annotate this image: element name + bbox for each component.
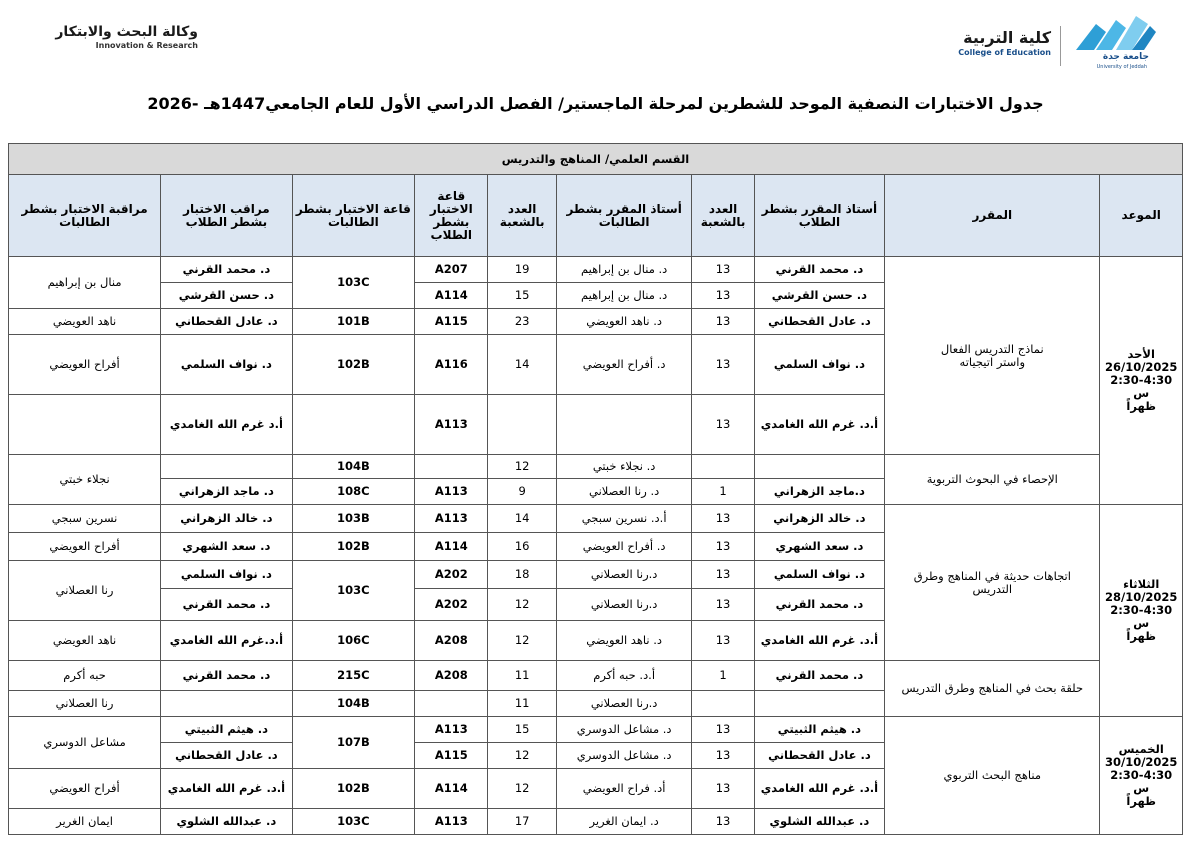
- room-male: A207: [415, 257, 488, 283]
- college-name-ar: كلية التربية: [963, 28, 1051, 47]
- count-male: [692, 455, 754, 479]
- exam-schedule-table: [8, 143, 1183, 835]
- count-female: 11: [488, 691, 556, 717]
- proctor-male: د. ماجد الزهراني: [161, 479, 293, 505]
- proctor-male: د. نواف السلمي: [161, 561, 293, 589]
- prof-male: [754, 455, 885, 479]
- proctor-male: د. عبدالله الشلوي: [161, 809, 293, 835]
- count-male: 13: [692, 621, 754, 661]
- room-female: 103C: [292, 561, 414, 621]
- university-name-en: University of Jeddah: [1096, 64, 1147, 70]
- day-time: 2:30-4:30 س: [1110, 373, 1173, 400]
- prof-female: د.رنا العصلاني: [556, 691, 692, 717]
- department-title: القسم العلمي/ المناهج والتدريس: [9, 144, 1183, 175]
- department-row: [9, 144, 1183, 175]
- count-female: 9: [488, 479, 556, 505]
- prof-male: د.ماجد الزهراني: [754, 479, 885, 505]
- room-male: A114: [415, 769, 488, 809]
- university-emblem-icon: [1066, 12, 1161, 54]
- table-row: [9, 717, 1183, 743]
- page-header: [0, 0, 1191, 90]
- proctor-female: رنا العصلاني: [9, 561, 161, 621]
- count-male: 13: [692, 335, 754, 395]
- prof-male: د. نواف السلمي: [754, 561, 885, 589]
- count-male: 13: [692, 717, 754, 743]
- proctor-female: مشاعل الدوسري: [9, 717, 161, 769]
- count-female: 14: [488, 335, 556, 395]
- prof-female: د. نجلاء خبتي: [556, 455, 692, 479]
- count-male: 13: [692, 769, 754, 809]
- prof-female: د. منال بن إبراهيم: [556, 257, 692, 283]
- count-female: [488, 395, 556, 455]
- count-male: 13: [692, 809, 754, 835]
- day-cell: [1100, 717, 1183, 835]
- room-male: A202: [415, 589, 488, 621]
- prof-male: د. عادل القحطاني: [754, 743, 885, 769]
- count-female: 16: [488, 533, 556, 561]
- agency-name-en: Innovation & Research: [95, 41, 198, 50]
- count-male: 13: [692, 589, 754, 621]
- day-period: ظهراً: [1126, 794, 1156, 808]
- room-female: 102B: [292, 335, 414, 395]
- prof-male: أ.د. غرم الله الغامدي: [754, 621, 885, 661]
- university-emblem: [1066, 12, 1161, 72]
- table-row: [9, 661, 1183, 691]
- prof-female: أد. فراح العويضي: [556, 769, 692, 809]
- course-cell: [885, 257, 1100, 455]
- count-male: 13: [692, 505, 754, 533]
- prof-female: د. مشاعل الدوسري: [556, 743, 692, 769]
- count-female: 23: [488, 309, 556, 335]
- day-name: الثلاثاء: [1123, 577, 1160, 591]
- agency-name-ar: وكالة البحث والابتكار: [55, 24, 198, 40]
- day-cell: [1100, 505, 1183, 717]
- prof-male: أ.د. غرم الله الغامدي: [754, 769, 885, 809]
- course-name-line1: نماذج التدريس الفعال: [940, 341, 1044, 356]
- col-date: الموعد: [1100, 175, 1183, 257]
- room-male: [415, 455, 488, 479]
- prof-female: د. ايمان الغرير: [556, 809, 692, 835]
- university-name-ar: جامعة جدة: [1102, 52, 1149, 62]
- room-male: A113: [415, 395, 488, 455]
- table-row: [9, 455, 1183, 479]
- room-female: 104B: [292, 691, 414, 717]
- course-name-line2: التدريس: [972, 581, 1013, 596]
- course-cell: [885, 717, 1100, 835]
- proctor-female: أفراح العويضي: [9, 335, 161, 395]
- prof-female: د.رنا العصلاني: [556, 561, 692, 589]
- count-female: 15: [488, 717, 556, 743]
- day-period: ظهراً: [1126, 399, 1156, 413]
- room-female: 102B: [292, 533, 414, 561]
- proctor-female: ناهد العويضي: [9, 621, 161, 661]
- count-male: 13: [692, 395, 754, 455]
- prof-female: د. أفراح العويضي: [556, 533, 692, 561]
- prof-male: د. محمد القرني: [754, 589, 885, 621]
- count-male: 1: [692, 661, 754, 691]
- prof-male: د. خالد الزهراني: [754, 505, 885, 533]
- count-female: 18: [488, 561, 556, 589]
- university-logo-block: [911, 12, 1161, 72]
- count-male: 13: [692, 309, 754, 335]
- room-male: A114: [415, 533, 488, 561]
- room-female: 103C: [292, 809, 414, 835]
- table-row: [9, 257, 1183, 283]
- proctor-male: د. عادل القحطاني: [161, 309, 293, 335]
- count-female: 12: [488, 743, 556, 769]
- course-name-line1: مناهج البحث التربوي: [943, 768, 1042, 782]
- room-female: 106C: [292, 621, 414, 661]
- proctor-female: نسرين سبجي: [9, 505, 161, 533]
- proctor-male: [161, 691, 293, 717]
- count-male: 13: [692, 743, 754, 769]
- proctor-male: أ.د.غرم الله الغامدي: [161, 621, 293, 661]
- proctor-female: حبه أكرم: [9, 661, 161, 691]
- day-name: الأحد: [1127, 347, 1155, 361]
- course-cell: [885, 661, 1100, 717]
- proctor-male: د. محمد القرني: [161, 661, 293, 691]
- count-male: 13: [692, 533, 754, 561]
- room-male: [415, 691, 488, 717]
- count-female: 12: [488, 589, 556, 621]
- room-male: A115: [415, 743, 488, 769]
- room-female: 104B: [292, 455, 414, 479]
- room-male: A208: [415, 661, 488, 691]
- count-female: 14: [488, 505, 556, 533]
- prof-female: أ.د. حبه أكرم: [556, 661, 692, 691]
- room-female: 102B: [292, 769, 414, 809]
- col-prof-female: أستاذ المقرر بشطر الطالبات: [556, 175, 692, 257]
- course-name-line2: واستر اتيجياته: [959, 354, 1026, 369]
- count-male: 13: [692, 257, 754, 283]
- prof-female: د.رنا العصلاني: [556, 589, 692, 621]
- proctor-female: أفراح العويضي: [9, 769, 161, 809]
- day-time: 2:30-4:30 س: [1110, 603, 1173, 630]
- prof-female: د. ناهد العويضي: [556, 621, 692, 661]
- count-female: 17: [488, 809, 556, 835]
- col-proctor-female: مراقبة الاختبار بشطر الطالبات: [9, 175, 161, 257]
- room-female: 215C: [292, 661, 414, 691]
- room-male: A113: [415, 809, 488, 835]
- room-male: A114: [415, 283, 488, 309]
- proctor-male: د. محمد القرني: [161, 257, 293, 283]
- prof-male: [754, 691, 885, 717]
- count-female: 15: [488, 283, 556, 309]
- proctor-male: د. محمد القرني: [161, 589, 293, 621]
- count-female: 19: [488, 257, 556, 283]
- count-female: 12: [488, 455, 556, 479]
- count-male: 1: [692, 479, 754, 505]
- proctor-female: ايمان الغرير: [9, 809, 161, 835]
- count-male: 13: [692, 561, 754, 589]
- count-male: 13: [692, 283, 754, 309]
- room-male: A208: [415, 621, 488, 661]
- day-date: 28/10/2025: [1104, 590, 1178, 604]
- proctor-female: رنا العصلاني: [9, 691, 161, 717]
- col-proctor-male: مراقب الاختبار بشطر الطلاب: [161, 175, 293, 257]
- prof-female: د. مشاعل الدوسري: [556, 717, 692, 743]
- proctor-male: د. خالد الزهراني: [161, 505, 293, 533]
- room-male: A202: [415, 561, 488, 589]
- room-male: A113: [415, 717, 488, 743]
- course-cell: [885, 505, 1100, 661]
- count-female: 12: [488, 769, 556, 809]
- col-room-female: قاعة الاختبار بشطر الطالبات: [292, 175, 414, 257]
- proctor-female: أفراح العويضي: [9, 533, 161, 561]
- course-cell: [885, 455, 1100, 505]
- room-female: [292, 395, 414, 455]
- col-course: المقرر: [885, 175, 1100, 257]
- day-period: ظهراً: [1126, 629, 1156, 643]
- prof-male: د. نواف السلمي: [754, 335, 885, 395]
- day-date: 30/10/2025: [1104, 755, 1178, 769]
- proctor-male: د. عادل القحطاني: [161, 743, 293, 769]
- prof-female: د. رنا العصلاني: [556, 479, 692, 505]
- room-female: 103C: [292, 257, 414, 309]
- course-name-line1: الإحصاء في البحوث التربوية: [926, 472, 1058, 486]
- day-date: 26/10/2025: [1104, 360, 1178, 374]
- room-male: A116: [415, 335, 488, 395]
- prof-female: [556, 395, 692, 455]
- proctor-male: أ.د. غرم الله الغامدي: [161, 769, 293, 809]
- day-name: الخميس: [1118, 742, 1164, 756]
- prof-male: د. محمد القرني: [754, 661, 885, 691]
- proctor-male: د. هيثم الثبيتي: [161, 717, 293, 743]
- proctor-female: منال بن إبراهيم: [9, 257, 161, 309]
- col-count-female: العدد بالشعبة: [488, 175, 556, 257]
- prof-female: د. أفراح العويضي: [556, 335, 692, 395]
- prof-male: د. هيثم الثبيتي: [754, 717, 885, 743]
- day-time: 2:30-4:30 س: [1110, 768, 1173, 795]
- count-male: [692, 691, 754, 717]
- innovation-research-logo: [38, 24, 198, 50]
- course-name-line1: حلقة بحث في المناهج وطرق التدريس: [901, 681, 1084, 695]
- room-female: 108C: [292, 479, 414, 505]
- logo-divider: [1060, 26, 1061, 66]
- header-row: [9, 175, 1183, 257]
- room-male: A113: [415, 479, 488, 505]
- room-female: 107B: [292, 717, 414, 769]
- proctor-male: د. سعد الشهري: [161, 533, 293, 561]
- prof-female: د. ناهد العويضي: [556, 309, 692, 335]
- prof-male: د. عبدالله الشلوي: [754, 809, 885, 835]
- col-room-male: قاعة الاختبار بشطر الطلاب: [415, 175, 488, 257]
- room-male: A113: [415, 505, 488, 533]
- col-count-male: العدد بالشعبة: [692, 175, 754, 257]
- proctor-female: ناهد العويضي: [9, 309, 161, 335]
- proctor-male: د. نواف السلمي: [161, 335, 293, 395]
- proctor-male: [161, 455, 293, 479]
- prof-male: د. محمد القرني: [754, 257, 885, 283]
- room-female: 101B: [292, 309, 414, 335]
- count-female: 11: [488, 661, 556, 691]
- proctor-female: [9, 395, 161, 455]
- table-row: [9, 505, 1183, 533]
- prof-male: د. عادل القحطاني: [754, 309, 885, 335]
- room-male: A115: [415, 309, 488, 335]
- col-prof-male: أستاذ المقرر بشطر الطلاب: [754, 175, 885, 257]
- count-female: 12: [488, 621, 556, 661]
- proctor-female: نجلاء خبتي: [9, 455, 161, 505]
- college-logo: [958, 28, 1051, 57]
- day-cell: [1100, 257, 1183, 505]
- prof-male: د. حسن القرشي: [754, 283, 885, 309]
- room-female: 103B: [292, 505, 414, 533]
- course-name-line1: اتجاهات حديثة في المناهج وطرق: [913, 568, 1071, 583]
- college-name-en: College of Education: [958, 48, 1051, 57]
- proctor-male: أ.د غرم الله الغامدي: [161, 395, 293, 455]
- prof-male: أ.د. غرم الله الغامدي: [754, 395, 885, 455]
- prof-female: أ.د. نسرين سبجي: [556, 505, 692, 533]
- proctor-male: د. حسن القرشي: [161, 283, 293, 309]
- page-title: جدول الاختبارات النصفية الموحد للشطرين لمرحلة الماجستير/ الفصل الدراسي الأول للعام الجامعي1447هـ -2026: [147, 94, 1044, 113]
- prof-male: د. سعد الشهري: [754, 533, 885, 561]
- prof-female: د. منال بن إبراهيم: [556, 283, 692, 309]
